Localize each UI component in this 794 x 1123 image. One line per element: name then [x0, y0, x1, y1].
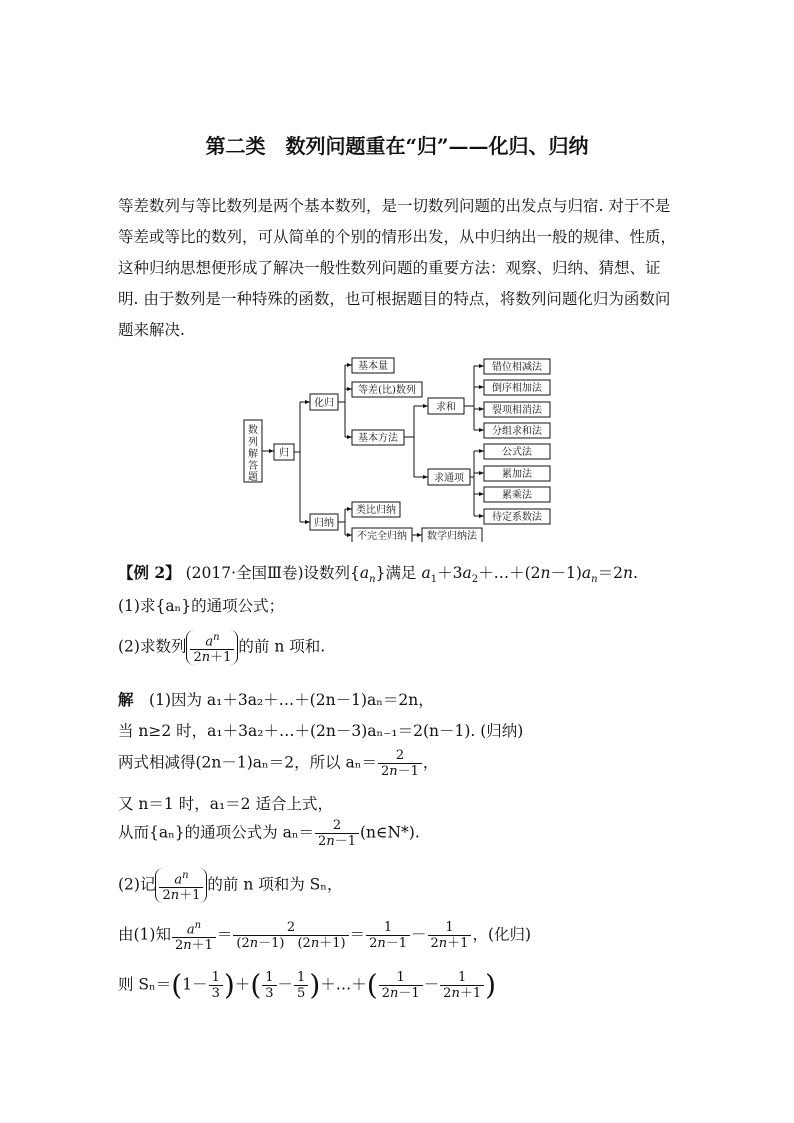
fraction: $\frac{1}{2n-1}$	[366, 920, 410, 951]
solution-text: (1)因为 a₁＋3a₂＋…＋(2n－1)aₙ＝2n，	[149, 691, 434, 709]
gui-label: 归	[279, 448, 289, 459]
guina-label: 归纳	[314, 518, 334, 529]
solution-text: (n∈N*).	[359, 823, 420, 842]
tongxiang-method: 待定系数法	[492, 512, 542, 523]
tongxiang-method: 公式法	[502, 447, 532, 458]
buwanquan-label: 不完全归纳	[357, 531, 407, 542]
solution-line-6	[118, 868, 343, 903]
solution-text: (2)记	[118, 875, 156, 894]
solution-line-3: 两式相减得(2n－1)aₙ＝2，所以 aₙ＝ $\frac{2}{2n-1}$ ，	[118, 748, 439, 779]
intro-paragraph	[118, 191, 680, 346]
q2-suffix: 的前 n 项和.	[238, 637, 326, 656]
page-title: 第二类 数列问题重在“归”——化归、归纳	[205, 134, 589, 158]
jiben-liang-label: 基本量	[358, 361, 388, 372]
solution-text: ，(化归)	[472, 925, 532, 944]
root-char: 题	[248, 472, 258, 483]
question-1: (1)求{aₙ}的通项公式；	[118, 597, 285, 615]
solution-line-1	[118, 688, 434, 710]
qiuhe-method: 倒序相加法	[492, 383, 542, 394]
intro-line: 题来解决.	[118, 321, 185, 339]
solution-line-5	[118, 818, 420, 849]
example-source: (2017·全国Ⅲ卷)设数列	[185, 564, 351, 582]
solution-line-8: 则 Sₙ＝(1－ $\frac{1}{3}$ )＋( $\frac{1}{3}$ － $\frac{1}{5}$ )＋…＋( $\frac{1}{2n-1}$ － $\frac{1}{2n+1}$ )	[118, 968, 497, 1002]
huagui-label: 化归	[314, 398, 334, 409]
root-char: 数	[248, 425, 258, 436]
example-statement: 【例 2】 (2017·全国Ⅲ卷)设数列$\{a_n\}$满足 $a_1+3a_2+\dots+(2n-1)a_n=2n$.	[118, 563, 638, 586]
solution-line-4: 又 n＝1 时，a₁＝2 适合上式，	[118, 795, 333, 813]
root-char: 列	[248, 437, 258, 448]
intro-line: 明. 由于数列是一种特殊的函数，也可根据题目的特点，将数列问题化归为函数问	[118, 290, 671, 308]
solution-line-7: 由(1)知 $\frac{a^n}{2n+1}$ ＝ $\frac{2}{(2n-1) (2n+1)}$ ＝ $\frac{1}{2n-1}$ － $\frac{1}{2n+1}$ ，(化归)	[118, 920, 532, 954]
qiuhe-label: 求和	[436, 402, 456, 413]
shuxue-label: 数学归纳法	[427, 531, 477, 542]
concept-map-diagram	[240, 352, 560, 542]
intro-line: 等差或等比的数列，可从简单的个别的情形出发，从中归纳出一般的规律、性质，	[118, 228, 677, 246]
solution-text: 两式相减得(2n－1)aₙ＝2，所以 aₙ＝	[118, 753, 377, 772]
dengcha-label: 等差(比)数列	[358, 385, 416, 396]
fraction: $\frac{2}{2n-1}$	[315, 818, 359, 849]
question-2	[118, 630, 325, 665]
solution-line-2: 当 n≥2 时，a₁＋3a₂＋…＋(2n－3)aₙ₋₁＝2(n－1). (归纳)	[118, 722, 524, 740]
solution-label: 解	[118, 690, 134, 709]
fraction-brace	[155, 868, 207, 903]
root-char: 解	[248, 449, 258, 460]
root-char: 答	[248, 461, 258, 472]
tongxiang-method: 累乘法	[502, 490, 532, 501]
solution-text: 则 Sₙ＝	[118, 975, 172, 994]
qiuhe-method: 分组求和法	[492, 426, 542, 437]
q2-prefix: (2)求数列	[118, 637, 187, 656]
fraction: $\frac{a^n}{2n+1}$	[172, 918, 216, 953]
fraction: $\frac{1}{2n+1}$	[428, 920, 472, 951]
example-condition: 满足	[385, 564, 417, 582]
fraction: $\frac{a^n}{2n+1}$	[190, 630, 234, 665]
solution-text: 由(1)知	[118, 925, 171, 944]
intro-line: 这种归纳思想便形成了解决一般性数列问题的重要方法：观察、归纳、猜想、证	[118, 259, 661, 277]
intro-line: 等差数列与等比数列是两个基本数列，是一切数列问题的出发点与归宿. 对于不是	[118, 197, 671, 215]
jiben-fangfa-label: 基本方法	[358, 433, 398, 444]
example-tag: 【例 2】	[118, 563, 181, 582]
qiuhe-method: 错位相减法	[492, 362, 542, 373]
qiuhe-method: 裂项相消法	[492, 405, 542, 416]
leibi-label: 类比归纳	[356, 505, 396, 516]
qiutongxiang-label: 求通项	[434, 473, 464, 484]
fraction: $\frac{2}{2n-1}$	[378, 748, 422, 779]
fraction: $\frac{a^n}{2n+1}$	[159, 868, 203, 903]
fraction: $\frac{2}{(2n-1) (2n+1)}$	[233, 920, 348, 951]
fraction-brace	[186, 630, 238, 665]
solution-text: 从而{aₙ}的通项公式为 aₙ＝	[118, 823, 315, 842]
solution-text: 的前 n 项和为 Sₙ，	[207, 875, 343, 894]
tongxiang-method: 累加法	[502, 469, 532, 480]
